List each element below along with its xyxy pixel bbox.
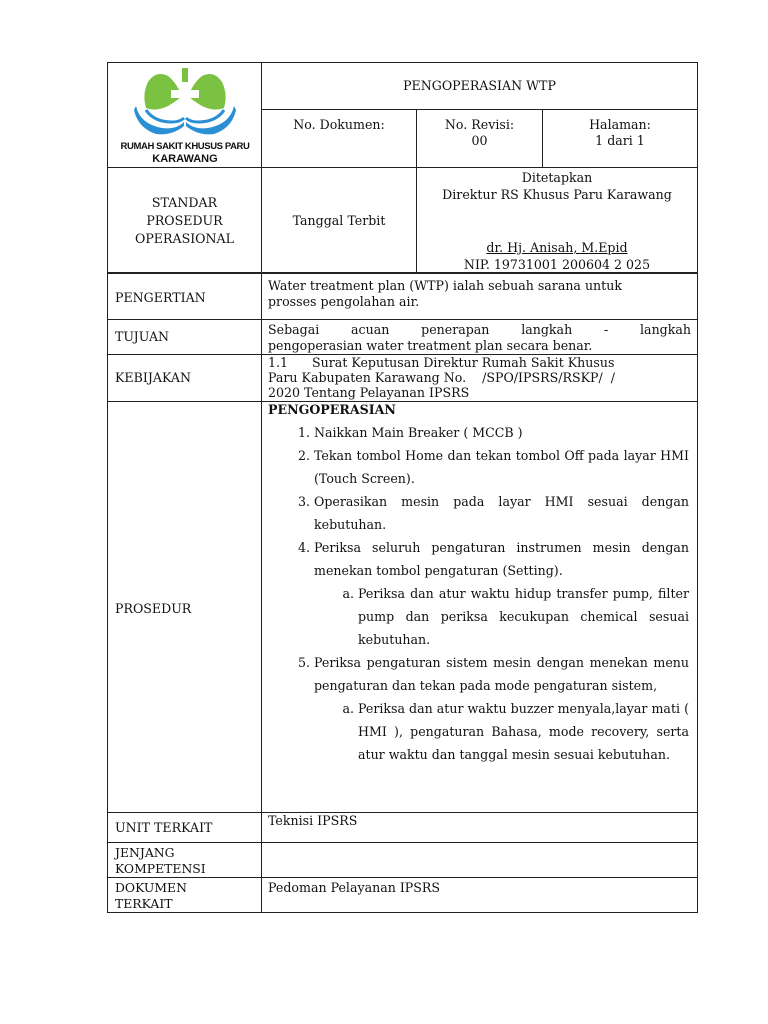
step-4-substeps (314, 582, 689, 651)
dokumen-label-line2: TERKAIT (115, 896, 173, 911)
signature-space (417, 203, 697, 239)
approval-cell (417, 168, 698, 274)
kebijakan-label: KEBIJAKAN (108, 355, 262, 402)
step-5 (314, 651, 691, 766)
tujuan-value (262, 320, 698, 355)
step-5-text: 5. Periksa pengaturan sistem mesin dengan menekan menu pengaturan dan tekan pada mode pengaturan sistem, (314, 655, 689, 693)
pengertian-line2: prosses pengolahan air. (268, 294, 420, 309)
step-4a: a. Periksa dan atur waktu hidup transfer pump, filter pump dan periksa kecukupan chemical sesuai kebutuhan. (358, 582, 689, 651)
jenjang-label (108, 843, 262, 878)
header-table (107, 62, 698, 274)
logo-text-line1: RUMAH SAKIT KHUSUS PARU (120, 141, 250, 152)
dokumen-label (108, 878, 262, 913)
step-5a: a. Periksa dan atur waktu buzzer menyala,layar mati ( HMI ), pengaturan Bahasa, mode recovery, serta atur waktu dan tanggal mesin sesuai kebutuhan. (358, 697, 689, 766)
kebijakan-line1: 1.1 Surat Keputusan Direktur Rumah Sakit Khusus (268, 355, 615, 370)
jenjang-label-line1: JENJANG (115, 845, 175, 860)
document-title: PENGOPERASIAN WTP (262, 63, 698, 110)
prosedur-steps (268, 421, 691, 766)
dokumen-label-line1: DOKUMEN (115, 880, 187, 895)
page-value: 1 dari 1 (595, 133, 645, 149)
sop-line3: OPERASIONAL (135, 230, 234, 246)
approved-label: Ditetapkan (521, 170, 593, 185)
logo-cell (108, 63, 262, 168)
kebijakan-value (262, 355, 698, 402)
step-3 (314, 490, 691, 536)
revision-cell (417, 110, 543, 168)
doc-no-cell (262, 110, 417, 168)
row-kebijakan (108, 355, 698, 402)
prosedur-value (262, 402, 698, 813)
row-jenjang (108, 843, 698, 878)
prosedur-label: PROSEDUR (108, 402, 262, 813)
unit-terkait-value: Teknisi IPSRS (262, 813, 698, 843)
signer-nip: NIP. 19731001 200604 2 025 (463, 257, 651, 272)
issue-date-label: Tanggal Terbit (292, 212, 386, 228)
row-unit-terkait (108, 813, 698, 843)
pengertian-value (262, 273, 698, 320)
dokumen-value: Pedoman Pelayanan IPSRS (262, 878, 698, 913)
tujuan-line1: Sebagai acuan penerapan langkah - langkah (268, 322, 691, 337)
content-table (107, 272, 698, 913)
step-1-text: 1. Naikkan Main Breaker ( MCCB ) (314, 425, 523, 440)
jenjang-label-line2: KOMPETENSI (115, 861, 206, 876)
unit-terkait-label: UNIT TERKAIT (108, 813, 262, 843)
logo-text-line2: KARAWANG (152, 153, 218, 165)
tujuan-label: TUJUAN (108, 320, 262, 355)
sop-line1: STANDAR (151, 194, 218, 210)
tujuan-line2: pengoperasian water treatment plan secara benar. (268, 338, 593, 353)
prosedur-heading: PENGOPERASIAN (268, 402, 396, 417)
kebijakan-line3: 2020 Tentang Pelayanan IPSRS (268, 385, 470, 400)
row-prosedur (108, 402, 698, 813)
page-label: Halaman: (589, 117, 651, 133)
step-4-text: 4. Periksa seluruh pengaturan instrumen mesin dengan menekan tombol pengaturan (Setting). (314, 540, 689, 578)
jenjang-value (262, 843, 698, 878)
lungs-hands-icon (132, 66, 238, 138)
row-tujuan (108, 320, 698, 355)
issue-date-cell (262, 168, 417, 274)
kebijakan-line2: Paru Kabupaten Karawang No. /SPO/IPSRS/RSKP/ / (268, 370, 615, 385)
page-cell (543, 110, 698, 168)
step-5-substeps (314, 697, 689, 766)
step-3-text: 3. Operasikan mesin pada layar HMI sesuai dengan kebutuhan. (314, 494, 689, 532)
row-dokumen-terkait (108, 878, 698, 913)
row-pengertian (108, 273, 698, 320)
step-2 (314, 444, 691, 490)
director-title: Direktur RS Khusus Paru Karawang (442, 187, 672, 202)
step-4 (314, 536, 691, 651)
signer-name: dr. Hj. Anisah, M.Epid (486, 240, 628, 255)
step-1 (314, 421, 691, 444)
sop-line2: PROSEDUR (146, 212, 223, 228)
revision-value: 00 (471, 133, 488, 149)
pengertian-label: PENGERTIAN (108, 273, 262, 320)
hospital-logo (108, 63, 262, 167)
step-2-text: 2. Tekan tombol Home dan tekan tombol Off pada layar HMI (Touch Screen). (314, 448, 689, 486)
doc-no-label: No. Dokumen: (293, 117, 385, 133)
pengertian-line1: Water treatment plan (WTP) ialah sebuah sarana untuk (268, 278, 622, 293)
sop-label-cell (108, 168, 262, 274)
revision-label: No. Revisi: (444, 117, 515, 133)
